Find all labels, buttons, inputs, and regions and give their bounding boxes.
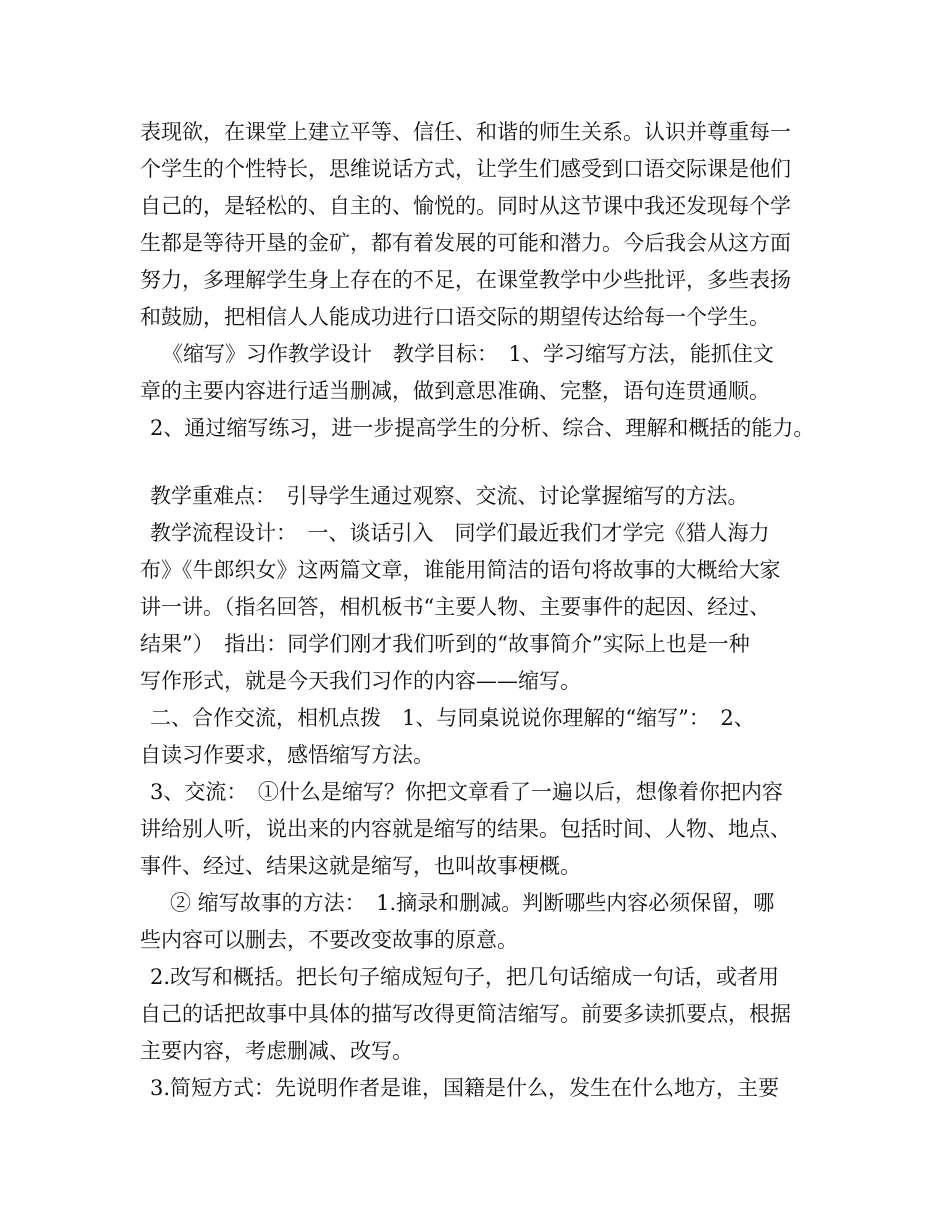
text-line-2: 个学生的个性特长，思维说话方式，让学生们感受到口语交际课是他们 [140,157,791,181]
text-line-10: 教学重难点： 引导学生通过观察、交流、讨论掌握缩写的方法。 [150,484,749,508]
text-line-23: 2.改写和概括。把长句子缩成短句子，把几句话缩成一句话，或者用 [150,965,780,989]
text-line-4: 生都是等待开垦的金矿，都有着发展的可能和潜力。今后我会从这方面 [140,231,791,255]
text-line-7: 《缩写》习作教学设计 教学目标： 1、学习缩写方法，能抓住文 [162,342,774,366]
text-line-21: ② 缩写故事的方法： 1.摘录和删减。判断哪些内容必须保留，哪 [170,891,775,915]
text-line-15: 写作形式，就是今天我们习作的内容——缩写。 [140,669,581,693]
text-line-14: 结果”） 指出：同学们刚才我们听到的“故事简介”实际上也是一种 [140,632,750,656]
text-line-20: 事件、经过、结果这就是缩写，也叫故事梗概。 [140,854,581,878]
text-line-22: 些内容可以删去，不要改变故事的原意。 [140,928,518,952]
text-line-17: 自读习作要求，感悟缩写方法。 [140,743,434,767]
text-line-11: 教学流程设计： 一、谈话引入 同学们最近我们才学完《猎人海力 [150,521,770,545]
text-line-9: 2、通过缩写练习，进一步提高学生的分析、综合、理解和概括的能力。 [150,416,815,440]
text-line-12: 布》《牛郎织女》这两篇文章，谁能用简洁的语句将故事的大概给大家 [140,558,781,582]
text-line-6: 和鼓励，把相信人人能成功进行口语交际的期望传达给每一个学生。 [140,305,770,329]
text-line-19: 讲给别人听，说出来的内容就是缩写的结果。包括时间、人物、地点、 [140,817,791,841]
text-line-16: 二、合作交流，相机点拨 1、与同桌说说你理解的“缩写”： 2、 [150,706,755,730]
text-line-1: 表现欲，在课堂上建立平等、信任、和谐的师生关系。认识并尊重每一 [140,120,791,144]
text-line-5: 努力，多理解学生身上存在的不足，在课堂教学中少些批评，多些表扬 [140,268,791,292]
text-line-18: 3、交流： ①什么是缩写？你把文章看了一遍以后，想像着你把内容 [150,780,783,804]
text-line-3: 自己的，是轻松的、自主的、愉悦的。同时从这节课中我还发现每个学 [140,194,791,218]
text-line-25: 主要内容，考虑删减、改写。 [140,1039,413,1063]
text-line-26: 3.简短方式：先说明作者是谁，国籍是什么，发生在什么地方，主要 [150,1076,780,1100]
text-line-8: 章的主要内容进行适当删减，做到意思准确、完整，语句连贯通顺。 [140,379,770,403]
text-line-24: 自己的话把故事中具体的描写改得更简洁缩写。前要多读抓要点，根据 [140,1002,791,1026]
text-line-13: 讲一讲。（指名回答，相机板书“主要人物、主要事件的起因、经过、 [140,595,771,619]
